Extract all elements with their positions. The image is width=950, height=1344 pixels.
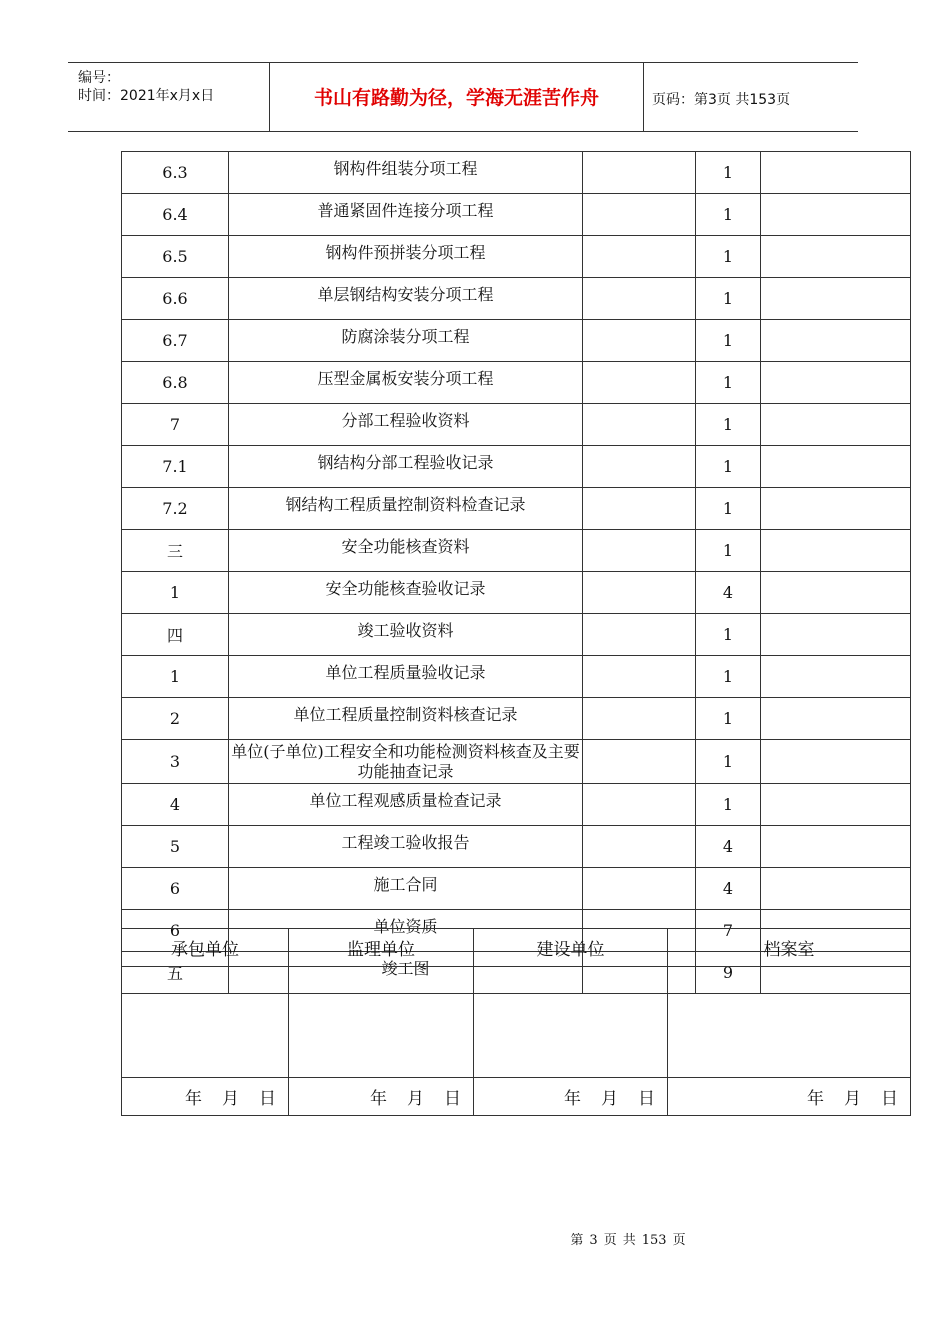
row-count: 1 (696, 404, 761, 446)
owner-signature-area (474, 967, 668, 1078)
time-label: 时间：2021年x月x日 (78, 88, 215, 104)
row-remark-cell (761, 278, 911, 320)
row-count: 1 (696, 740, 761, 784)
row-remark-cell (761, 446, 911, 488)
document-list-table (121, 151, 911, 994)
row-count: 1 (696, 236, 761, 278)
table-row (122, 698, 911, 740)
row-number: 5 (122, 826, 229, 868)
row-item-name: 单位(子单位)工程安全和功能检测资料核查及主要功能抽查记录 (229, 740, 583, 784)
row-blank-cell (583, 194, 696, 236)
row-blank-cell (583, 614, 696, 656)
row-remark-cell (761, 236, 911, 278)
table-row (122, 530, 911, 572)
row-number: 2 (122, 698, 229, 740)
table-row (122, 362, 911, 404)
row-item-name: 单位资质 (229, 910, 583, 952)
row-count: 1 (696, 614, 761, 656)
row-number: 6 (122, 910, 229, 952)
row-remark-cell (761, 614, 911, 656)
table-row (122, 868, 911, 910)
contractor-date: 年 月 日 (122, 1078, 289, 1116)
row-number: 3 (122, 740, 229, 784)
row-number: 6.5 (122, 236, 229, 278)
table-row (122, 826, 911, 868)
row-count: 9 (696, 952, 761, 994)
header-meta-cell (68, 63, 270, 131)
row-item-name: 钢结构工程质量控制资料检查记录 (229, 488, 583, 530)
row-count: 1 (696, 362, 761, 404)
row-remark-cell (761, 572, 911, 614)
row-number: 7 (122, 404, 229, 446)
signature-table (121, 928, 911, 1116)
row-item-name: 普通紧固件连接分项工程 (229, 194, 583, 236)
table-row (122, 572, 911, 614)
row-blank-cell (583, 698, 696, 740)
row-item-name: 分部工程验收资料 (229, 404, 583, 446)
row-count: 1 (696, 278, 761, 320)
table-row (122, 488, 911, 530)
row-count: 1 (696, 320, 761, 362)
row-number: 6.7 (122, 320, 229, 362)
row-number: 1 (122, 572, 229, 614)
row-remark-cell (761, 868, 911, 910)
table-row (122, 656, 911, 698)
row-remark-cell (761, 826, 911, 868)
page-info: 页码：第3页 共153页 (652, 92, 791, 108)
row-count: 4 (696, 572, 761, 614)
row-blank-cell (583, 362, 696, 404)
owner-date: 年 月 日 (474, 1078, 668, 1116)
row-number: 1 (122, 656, 229, 698)
row-remark-cell (761, 698, 911, 740)
row-count: 1 (696, 152, 761, 194)
table-row (122, 152, 911, 194)
row-blank-cell (583, 826, 696, 868)
row-item-name: 单位工程质量验收记录 (229, 656, 583, 698)
contractor-header: 承包单位 (122, 929, 289, 967)
table-row (122, 446, 911, 488)
row-remark-cell (761, 404, 911, 446)
row-item-name: 钢结构分部工程验收记录 (229, 446, 583, 488)
row-number: 6.3 (122, 152, 229, 194)
row-count: 1 (696, 784, 761, 826)
row-item-name: 竣工验收资料 (229, 614, 583, 656)
row-remark-cell (761, 320, 911, 362)
row-blank-cell (583, 530, 696, 572)
supervisor-signature-area (289, 967, 474, 1078)
header-page-cell (644, 63, 858, 131)
table-row (122, 614, 911, 656)
header-motto-cell (270, 63, 644, 131)
owner-header: 建设单位 (474, 929, 668, 967)
row-blank-cell (583, 152, 696, 194)
row-number: 6.6 (122, 278, 229, 320)
row-item-name: 钢构件组装分项工程 (229, 152, 583, 194)
supervisor-header: 监理单位 (289, 929, 474, 967)
row-count: 1 (696, 194, 761, 236)
row-item-name: 施工合同 (229, 868, 583, 910)
row-remark-cell (761, 784, 911, 826)
contractor-signature-area (122, 967, 289, 1078)
row-item-name: 防腐涂装分项工程 (229, 320, 583, 362)
row-number: 7.2 (122, 488, 229, 530)
row-count: 4 (696, 826, 761, 868)
row-number: 6 (122, 868, 229, 910)
row-count: 1 (696, 656, 761, 698)
motto: 书山有路勤为径，学海无涯苦作舟 (313, 87, 599, 109)
row-blank-cell (583, 320, 696, 362)
row-blank-cell (583, 446, 696, 488)
row-item-name: 安全功能核查验收记录 (229, 572, 583, 614)
row-number: 6.8 (122, 362, 229, 404)
row-item-name: 工程竣工验收报告 (229, 826, 583, 868)
row-blank-cell (583, 868, 696, 910)
row-remark-cell (761, 530, 911, 572)
row-item-name: 钢构件预拼装分项工程 (229, 236, 583, 278)
row-item-name: 竣工图 (229, 952, 583, 994)
archive-signature-area (668, 967, 911, 1078)
row-remark-cell (761, 152, 911, 194)
row-number: 6.4 (122, 194, 229, 236)
supervisor-date: 年 月 日 (289, 1078, 474, 1116)
row-count: 1 (696, 698, 761, 740)
table-row (122, 278, 911, 320)
number-label: 编号： (78, 70, 120, 86)
row-count: 1 (696, 530, 761, 572)
row-count: 1 (696, 488, 761, 530)
row-blank-cell (583, 740, 696, 784)
row-blank-cell (583, 488, 696, 530)
row-remark-cell (761, 740, 911, 784)
table-row (122, 740, 911, 784)
row-item-name: 单层钢结构安装分项工程 (229, 278, 583, 320)
row-number: 五 (122, 952, 229, 994)
table-row (122, 194, 911, 236)
archive-date: 年 月 日 (668, 1078, 911, 1116)
row-count: 4 (696, 868, 761, 910)
archive-header: 档案室 (668, 929, 911, 967)
row-blank-cell (583, 572, 696, 614)
table-row (122, 404, 911, 446)
row-blank-cell (583, 784, 696, 826)
row-remark-cell (761, 656, 911, 698)
row-blank-cell (583, 404, 696, 446)
row-remark-cell (761, 362, 911, 404)
table-row (122, 784, 911, 826)
row-remark-cell (761, 194, 911, 236)
row-item-name: 安全功能核查资料 (229, 530, 583, 572)
document-header (68, 62, 858, 132)
row-count: 1 (696, 446, 761, 488)
row-number: 三 (122, 530, 229, 572)
row-remark-cell (761, 488, 911, 530)
row-number: 7.1 (122, 446, 229, 488)
row-item-name: 单位工程观感质量检查记录 (229, 784, 583, 826)
row-number: 四 (122, 614, 229, 656)
row-item-name: 压型金属板安装分项工程 (229, 362, 583, 404)
row-item-name: 单位工程质量控制资料核查记录 (229, 698, 583, 740)
row-blank-cell (583, 656, 696, 698)
row-blank-cell (583, 278, 696, 320)
table-row (122, 236, 911, 278)
row-blank-cell (583, 236, 696, 278)
page-footer: 第 3 页 共 153 页 (570, 1233, 686, 1248)
row-number: 4 (122, 784, 229, 826)
row-count: 7 (696, 910, 761, 952)
table-row (122, 320, 911, 362)
